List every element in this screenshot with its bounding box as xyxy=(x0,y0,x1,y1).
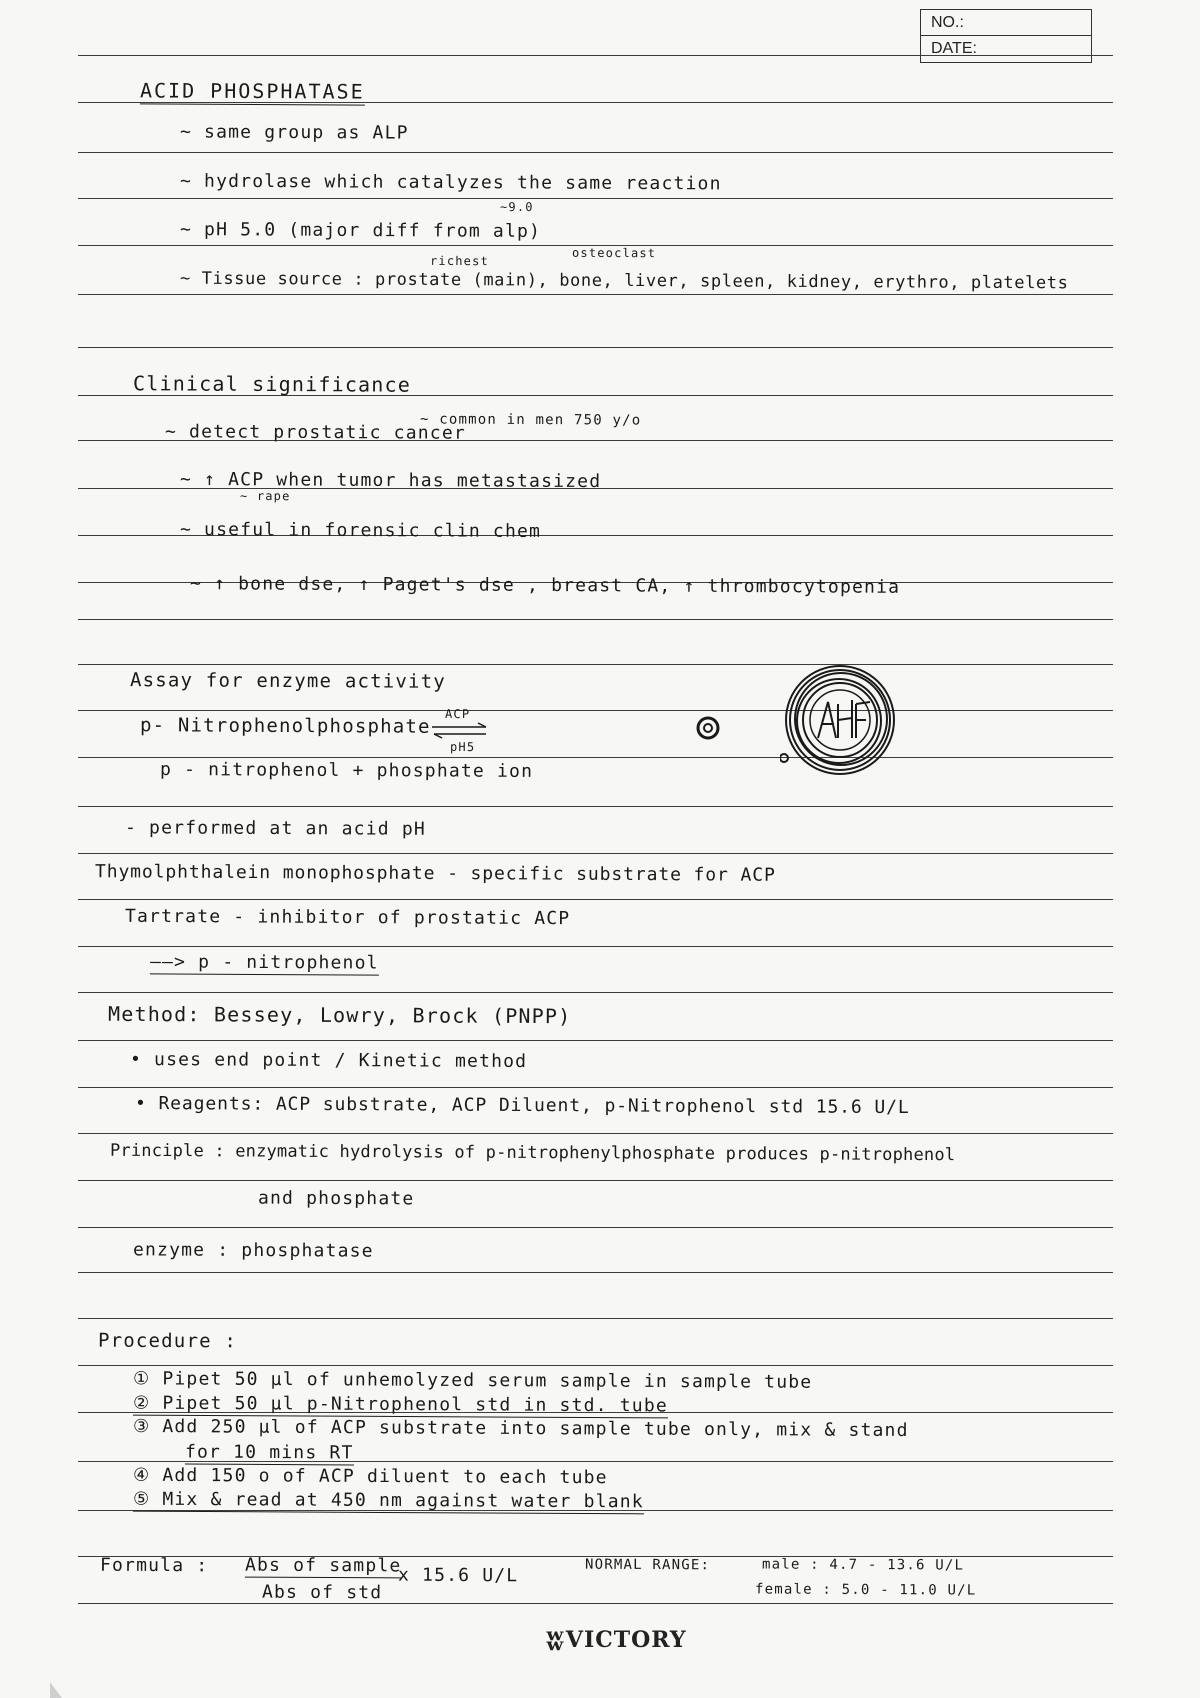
procedure-step-text: ⑤ Mix & read at 450 nm against water blank xyxy=(132,1488,644,1513)
ruled-line xyxy=(78,1227,1113,1228)
formula-label: Formula : xyxy=(99,1554,209,1577)
brand-name: VICTORY xyxy=(565,1627,687,1653)
richest-note: richest xyxy=(429,253,490,269)
principle-line: and phosphate xyxy=(257,1187,415,1210)
ruled-line xyxy=(78,1318,1113,1319)
intro-item: ~ Tissue source : prostate (main), bone, liver, spleen, kidney, erythro, platelets xyxy=(179,268,1069,294)
ruled-line xyxy=(78,152,1113,153)
intro-item: ~ same group as ALP xyxy=(179,121,409,144)
ruled-line xyxy=(78,946,1113,947)
procedure-heading: Procedure : xyxy=(97,1329,238,1353)
no-label: NO.: xyxy=(931,14,964,31)
ruled-line xyxy=(78,1272,1113,1273)
clinical-heading: Clinical significance xyxy=(132,371,412,397)
scribble-stamp-icon xyxy=(780,660,900,780)
procedure-step: ③ Add 250 µl of ACP substrate into sample tube only, mix & stand xyxy=(132,1415,909,1442)
ruled-line xyxy=(78,853,1113,854)
ruled-line xyxy=(78,1603,1113,1604)
reaction-arrow-bottom: pH5 xyxy=(449,739,476,755)
circle-mark-icon xyxy=(695,715,721,741)
ruled-line xyxy=(78,198,1113,199)
reaction-arrow-top: ACP xyxy=(444,706,471,722)
assay-substrate: p- Nitrophenolphosphate xyxy=(139,714,431,738)
method-bullet: • Reagents: ACP substrate, ACP Diluent, p-Nitrophenol std 15.6 U/L xyxy=(134,1092,910,1119)
intro-item: ~ pH 5.0 (major diff from alp) xyxy=(179,219,542,242)
ruled-line xyxy=(78,347,1113,348)
ruled-line xyxy=(78,294,1113,295)
clinical-item xyxy=(165,421,466,444)
ruled-line xyxy=(78,710,1113,711)
common-note: ~ common in men 750 y/o xyxy=(419,411,642,429)
ph-annotation: ~9.0 xyxy=(499,199,534,215)
assay-thymol: Thymolphthalein monophosphate - specific substrate for ACP xyxy=(94,861,776,886)
formula-multiplier: x 15.6 U/L xyxy=(397,1564,519,1587)
ruled-line xyxy=(78,1133,1113,1134)
ruled-line xyxy=(78,1180,1113,1181)
principle-enzyme: enzyme : phosphatase xyxy=(132,1239,374,1262)
assay-tartrate: Tartrate - inhibitor of prostatic ACP xyxy=(124,905,571,930)
intro-item: ~ hydrolase which catalyzes the same reaction xyxy=(179,170,722,195)
brand-logo xyxy=(545,1623,687,1658)
clinical-item: ~ useful in forensic clin chem xyxy=(179,519,542,542)
osteoclast-note: osteoclast xyxy=(571,245,657,261)
procedure-step-cont-text: for 10 mins RT xyxy=(184,1441,354,1464)
ruled-line xyxy=(78,1365,1113,1366)
procedure-step-text: ② Pipet 50 µl p-Nitrophenol std in std. tube xyxy=(132,1392,668,1417)
assay-performed: - performed at an acid pH xyxy=(124,817,426,840)
date-label: DATE: xyxy=(921,35,1091,61)
page-title: ACID PHOSPHATASE xyxy=(139,78,365,104)
ruled-line xyxy=(78,757,1113,758)
normal-range-male: male : 4.7 - 13.6 U/L xyxy=(761,1556,965,1574)
formula-numerator-text: Abs of sample xyxy=(244,1554,402,1577)
ruled-line xyxy=(78,664,1113,665)
ruled-line xyxy=(78,619,1113,620)
normal-range-label: NORMAL RANGE: xyxy=(584,1556,711,1574)
assay-arrow-product-text: ——> p - nitrophenol xyxy=(149,951,379,974)
formula-numerator xyxy=(245,1555,402,1577)
method-heading: Method: Bessey, Lowry, Brock (PNPP) xyxy=(107,1001,572,1029)
procedure-step: ① Pipet 50 µl of unhemolyzed serum sample in sample tube xyxy=(132,1368,813,1393)
procedure-step: ④ Add 150 o of ACP diluent to each tube xyxy=(132,1464,608,1489)
assay-heading: Assay for enzyme activity xyxy=(129,669,447,693)
ruled-line xyxy=(78,1040,1113,1041)
normal-range-female: female : 5.0 - 11.0 U/L xyxy=(754,1581,977,1599)
procedure-step xyxy=(133,1489,644,1513)
procedure-step-cont xyxy=(185,1442,354,1464)
method-bullet: • uses end point / Kinetic method xyxy=(129,1048,528,1073)
ruled-line xyxy=(78,1087,1113,1088)
brand-v-icon: ʬ xyxy=(545,1623,566,1658)
ruled-line xyxy=(78,899,1113,900)
assay-products: p - nitrophenol + phosphate ion xyxy=(159,759,534,782)
clinical-item: ~ ↑ ACP when tumor has metastasized xyxy=(179,468,602,493)
ruled-line xyxy=(78,55,1113,56)
ruled-line xyxy=(78,806,1113,807)
principle-line: Principle : enzymatic hydrolysis of p-nitrophenylphosphate produces p-nitrophenol xyxy=(109,1140,956,1166)
clinical-item-text: ~ detect prostatic cancer xyxy=(164,421,466,444)
formula-denominator: Abs of std xyxy=(261,1581,383,1604)
procedure-step xyxy=(133,1393,668,1417)
clinical-item: ~ ↑ bone dse, ↑ Paget's dse , breast CA, ↑ thrombocytopenia xyxy=(189,573,901,598)
page-fold xyxy=(50,1682,62,1698)
ruled-line xyxy=(78,992,1113,993)
rape-note: ~ rape xyxy=(239,488,291,504)
assay-arrow-product xyxy=(150,951,379,973)
